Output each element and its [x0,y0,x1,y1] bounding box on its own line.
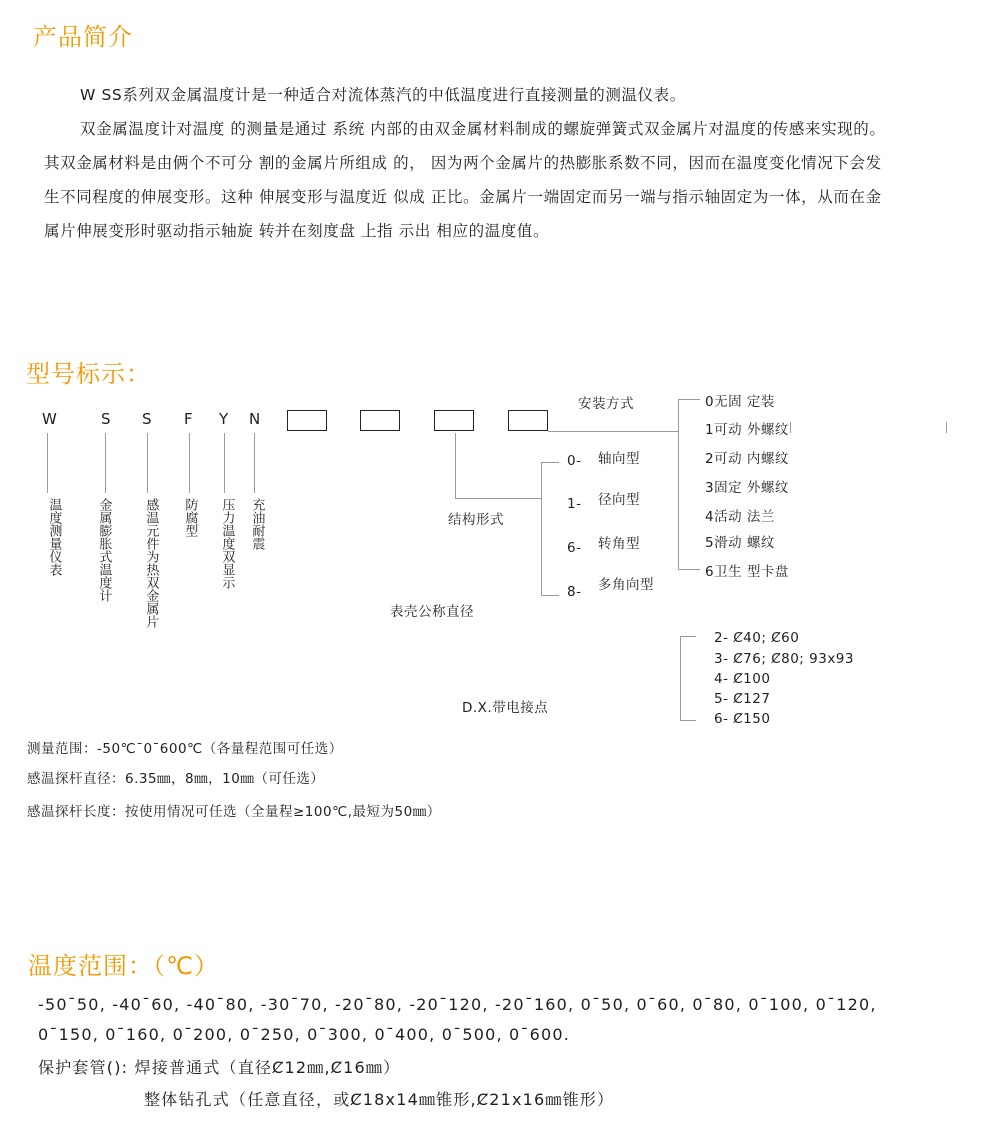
structure-name-0: 轴向型 [598,451,640,467]
electric-contact-label: D.X.带电接点 [462,700,549,716]
diameter-tick-top [680,636,696,637]
install-option-3: 3固定 外螺纹 [705,480,789,496]
structure-name-6: 转角型 [598,536,640,552]
install-option-1: 1可动 外螺纹 [705,422,789,438]
code-letter-s2: S [142,410,152,428]
code-letter-y: Y [219,410,229,428]
leader-line-w [47,433,48,493]
code-letter-f: F [184,410,193,428]
code-letter-n: N [249,410,261,428]
intro-paragraph-3: 其双金属材料是由俩个不可分 割的金属片所组成 的， 因为两个金属片的热膨胀系数不同，因而在温度变化情况下会发 [44,154,882,172]
structure-tick-0 [541,462,559,463]
install-label: 安装方式 [578,396,634,412]
install-option-4: 4活动 法兰 [705,509,775,525]
install-connector-line [548,431,678,432]
install-option-2: 2可动 内螺纹 [705,451,789,467]
spec-probe-length: 感温探杆长度：按使用情况可任选（全量程≥100℃,最短为50㎜） [27,804,441,820]
leader-line-f [189,433,190,493]
meaning-n: 充油耐震 [249,498,265,550]
structure-code-0: 0- [567,453,582,469]
code-box-3 [434,410,474,431]
install-bracket-line [678,399,679,569]
spec-measuring-range: 测量范围：-50℃ˉ0ˉ600℃（各量程范围可任选） [27,741,343,757]
structure-name-8: 多角向型 [598,577,654,593]
model-heading: 型号标示： [26,360,151,388]
structure-label: 结构形式 [448,512,504,528]
diameter-option-2: 2- Ȼ40; Ȼ60 [714,630,800,646]
meaning-s2: 感温元件为热双金属片 [143,498,159,628]
install-mark-left [790,422,791,433]
install-mark-right [946,422,947,433]
code-box-1 [287,410,327,431]
protective-tube-welded: 保护套管(): 焊接普通式（直径Ȼ12㎜,Ȼ16㎜） [38,1058,401,1077]
protective-tube-drilled: 整体钻孔式（任意直径，或Ȼ18x14㎜锥形,Ȼ21x16㎜锥形） [144,1090,615,1109]
intro-heading: 产品简介 [33,23,133,51]
temperature-ranges-line-2: 0ˉ150, 0ˉ160, 0ˉ200, 0ˉ250, 0ˉ300, 0ˉ400, 0ˉ500, 0ˉ600. [38,1025,571,1044]
intro-paragraph-5: 属片伸展变形时驱动指示轴旋 转并在刻度盘 上指 示出 相应的温度值。 [44,222,550,240]
meaning-y: 压力温度双显示 [219,498,235,589]
structure-bracket-line [541,462,542,595]
intro-paragraph-4: 生不同程度的伸展变形。这种 伸展变形与温度近 似成 正比。金属片一端固定而另一端与指示轴固定为一体，从而在金 [44,188,882,206]
code-letter-s1: S [101,410,111,428]
structure-tick-8 [541,595,559,596]
structure-name-1: 径向型 [598,492,640,508]
diameter-option-6: 6- Ȼ150 [714,711,771,727]
leader-line-s1 [105,433,106,493]
diameter-bracket-line [680,636,681,720]
spec-probe-diameter: 感温探杆直径：6.35㎜，8㎜，10㎜（可任选） [27,771,325,787]
leader-line-n [254,433,255,493]
intro-paragraph-2: 双金属温度计对温度 的测量是通过 系统 内部的由双金属材料制成的螺旋弹簧式双金属片对温度的传感来实现的。 [80,120,886,138]
install-tick-bottom [678,569,700,570]
diameter-label: 表壳公称直径 [390,604,474,620]
leader-line-y [224,433,225,493]
install-tick-top [678,399,700,400]
install-option-6: 6卫生 型卡盘 [705,564,789,580]
meaning-s1: 金属膨胀式温度计 [96,498,112,602]
structure-connector-line [455,498,541,499]
code-box-4 [508,410,548,431]
meaning-w: 温度测量仪表 [46,498,62,576]
diameter-option-4: 4- Ȼ100 [714,671,771,687]
leader-line-s2 [147,433,148,493]
structure-code-1: 1- [567,496,582,512]
temperature-heading: 温度范围：（℃） [28,952,219,980]
meaning-f: 防腐型 [182,498,198,537]
diameter-tick-bottom [680,720,696,721]
structure-code-6: 6- [567,540,582,556]
install-option-5: 5滑动 螺纹 [705,535,775,551]
temperature-ranges-line-1: -50ˉ50, -40ˉ60, -40ˉ80, -30ˉ70, -20ˉ80, -20ˉ120, -20ˉ160, 0ˉ50, 0ˉ60, 0ˉ80, 0ˉ100, 0ˉ120, [38,995,877,1014]
structure-leader-line [455,433,456,498]
code-box-2 [360,410,400,431]
structure-code-8: 8- [567,584,582,600]
install-option-0: 0无固 定装 [705,394,775,410]
diameter-option-5: 5- Ȼ127 [714,691,771,707]
diameter-option-3: 3- Ȼ76; Ȼ80; 93x93 [714,651,854,667]
intro-paragraph-1: W SS系列双金属温度计是一种适合对流体蒸汽的中低温度进行直接测量的测温仪表。 [80,86,686,104]
code-letter-w: W [42,410,57,428]
